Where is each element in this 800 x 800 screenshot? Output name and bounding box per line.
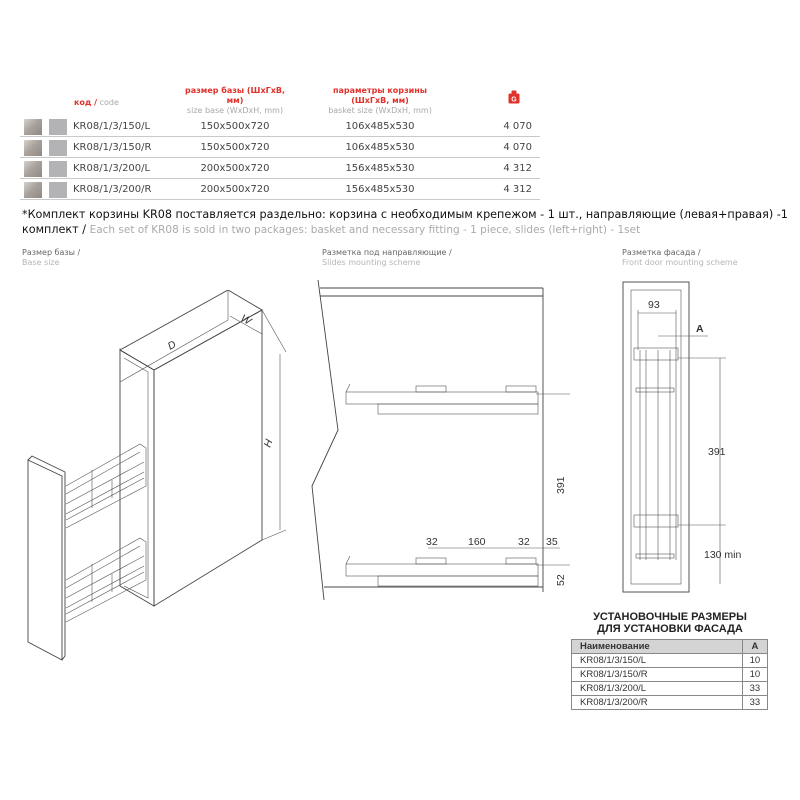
svg-text:G: G xyxy=(511,96,517,104)
caption-front-door: Разметка фасада / Front door mounting scheme xyxy=(622,248,738,267)
row-basket: 106x485x530 xyxy=(345,142,415,153)
row-value: 4 070 xyxy=(503,142,532,153)
row-code: KR08/1/3/150/R xyxy=(73,142,152,153)
color-swatch-metallic xyxy=(24,182,42,198)
color-swatch-metallic xyxy=(24,119,42,135)
front-door-drawing xyxy=(590,270,790,610)
cabinet-opening xyxy=(124,358,148,598)
dim-32-left: 32 xyxy=(426,536,438,548)
row-base: 150x500x720 xyxy=(200,121,270,132)
dim-32-right: 32 xyxy=(518,536,530,548)
color-swatch-grey xyxy=(49,119,67,135)
basket-upper xyxy=(66,444,146,528)
color-swatch-metallic xyxy=(24,140,42,156)
facade-table-row: KR08/1/3/200/R 33 xyxy=(572,696,768,710)
note-ru: *Комплект корзины KR08 поставляется раздельно: корзина с необходимым крепежом - 1 шт., направляющие (левая+правая) -1 комплект / xyxy=(22,208,788,236)
table-row xyxy=(20,158,540,179)
row-value: 4 070 xyxy=(503,121,532,132)
basket-frame xyxy=(634,348,678,560)
dim-391: 391 xyxy=(555,476,567,494)
cabinet-top xyxy=(120,290,262,370)
row-basket: 156x485x530 xyxy=(345,184,415,195)
row-base: 200x500x720 xyxy=(200,184,270,195)
slide-upper xyxy=(346,384,538,414)
facade-table-header: Наименование A xyxy=(572,640,768,654)
header-base-size: размер базы (ШхГхВ, мм) size base (WxDxH, mm) xyxy=(185,86,285,115)
dim-52: 52 xyxy=(555,574,567,586)
dim-35: 35 xyxy=(546,536,558,548)
color-swatch-grey xyxy=(49,140,67,156)
color-swatch-metallic xyxy=(24,161,42,177)
header-code: код / code xyxy=(74,98,119,107)
table-row xyxy=(20,179,540,200)
base-size-drawing xyxy=(20,290,310,670)
weight-g-icon xyxy=(508,90,520,104)
label-h: H xyxy=(261,437,276,450)
dim-a: A xyxy=(696,323,704,335)
door-inner xyxy=(631,290,681,584)
facade-table-row: KR08/1/3/200/L 33 xyxy=(572,682,768,696)
door-outer xyxy=(623,282,689,592)
row-base: 150x500x720 xyxy=(200,142,270,153)
facade-panel xyxy=(28,460,62,660)
facade-edge xyxy=(28,456,65,660)
row-value: 4 312 xyxy=(503,184,532,195)
row-base: 200x500x720 xyxy=(200,163,270,174)
label-w: W xyxy=(238,312,254,328)
row-value: 4 312 xyxy=(503,163,532,174)
dim-391-front: 391 xyxy=(708,446,726,458)
caption-slides: Разметка под направляющие / Slides mounting scheme xyxy=(322,248,452,267)
cabinet-front xyxy=(120,350,154,606)
cabinet-side xyxy=(154,310,262,606)
table-row xyxy=(20,137,540,158)
row-code: KR08/1/3/200/R xyxy=(73,184,152,195)
facade-table-row: KR08/1/3/150/R 10 xyxy=(572,668,768,682)
row-code: KR08/1/3/150/L xyxy=(73,121,151,132)
dim-130-min: 130 min xyxy=(704,549,742,561)
facade-table-title: УСТАНОВОЧНЫЕ РАЗМЕРЫ ДЛЯ УСТАНОВКИ ФАСАДА xyxy=(593,611,747,635)
facade-table-row: KR08/1/3/150/L 10 xyxy=(572,654,768,668)
basket-lower xyxy=(66,538,146,622)
facade-table xyxy=(571,639,768,710)
row-basket: 106x485x530 xyxy=(345,121,415,132)
dim-line xyxy=(262,310,286,352)
slide-lower xyxy=(346,556,538,586)
header-basket-size: параметры корзины (ШхГхВ, мм) basket size (WxDxH, mm) xyxy=(328,86,432,115)
dim-93: 93 xyxy=(648,299,660,311)
row-basket: 156x485x530 xyxy=(345,163,415,174)
slides-mounting-drawing xyxy=(310,280,570,620)
note-en: Each set of KR08 is sold in two packages: basket and necessary fitting - 1 piece, slides (left+right) - 1set xyxy=(89,224,641,236)
row-code: KR08/1/3/200/L xyxy=(73,163,151,174)
break-line xyxy=(312,280,338,600)
caption-base-size: Размер базы / Base size xyxy=(22,248,81,267)
dim-line xyxy=(262,530,286,540)
color-swatch-grey xyxy=(49,182,67,198)
table-row xyxy=(20,116,540,137)
label-d: D xyxy=(165,338,179,353)
delivery-note xyxy=(22,207,792,238)
color-swatch-grey xyxy=(49,161,67,177)
dim-160: 160 xyxy=(468,536,486,548)
